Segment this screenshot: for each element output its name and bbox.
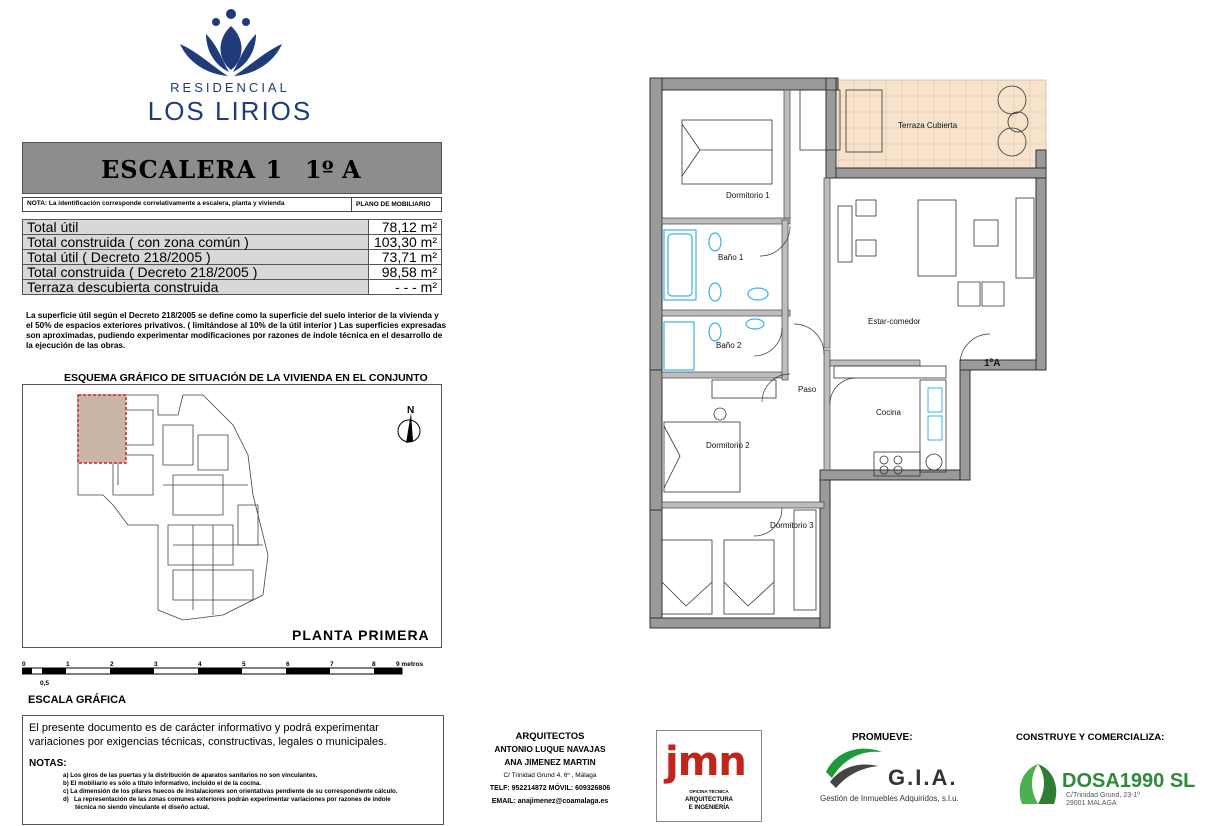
area-label: Total construida ( con zona común ) [23, 235, 369, 250]
area-label: Total construida ( Decreto 218/2005 ) [23, 265, 369, 280]
area-value: - - - m² [369, 280, 442, 295]
scale-label: ESCALA GRÁFICA [28, 694, 126, 706]
dosa-address [1066, 792, 1140, 808]
room-label-paso: Paso [798, 385, 817, 394]
area-value: 78,12 m² [369, 220, 442, 235]
architect-phone: TELF: 952214872 MÓVIL: 609326806 [489, 785, 611, 792]
area-value: 73,71 m² [369, 250, 442, 265]
scale-tick: 0 [22, 661, 26, 668]
architects-title: ARQUITECTOS [515, 731, 585, 742]
schematic-title: ESQUEMA GRÁFICO DE SITUACIÓN DE LA VIVIENDA EN EL CONJUNTO [64, 372, 428, 384]
notes-title: NOTAS: [29, 758, 67, 769]
table-row [23, 250, 442, 265]
graphic-scale [22, 660, 442, 690]
room-label-estar-comedor: Estar-comedor [868, 317, 921, 326]
architect-name: ANA JIMENEZ MARTIN [504, 757, 596, 767]
room-label-terraza: Terraza Cubierta [898, 121, 958, 130]
banner-title: ESCALERA 1 [101, 155, 284, 184]
area-table [22, 219, 442, 295]
architects-block [465, 730, 635, 808]
plan-type-label: PLANO DE MOBILIARIO [351, 198, 430, 211]
table-row [23, 235, 442, 250]
notes-list [63, 772, 433, 812]
jmn-office: OFICINA TÉCNICA [689, 789, 729, 794]
room-label-dormitorio-1: Dormitorio 1 [726, 191, 770, 200]
jmn-line: E INGENIERÍA [688, 805, 730, 811]
dosa-address-line: C/Trinidad Grund, 23-1º [1066, 792, 1140, 799]
dosa-address-line: 29001 MALAGA [1066, 800, 1117, 807]
gia-name: G.I.A. [888, 765, 958, 790]
list-item: técnica no siendo vinculante el diseño actual. [63, 804, 210, 811]
architect-address: C/ Trinidad Grund 4, 6º , Málaga [503, 772, 597, 779]
scale-tick: 0,5 [40, 680, 50, 687]
logo-subtitle: RESIDENCIAL [170, 80, 290, 95]
room-label-dormitorio-3: Dormitorio 3 [770, 521, 814, 530]
list-item: d) La representación de las zonas comunes exteriores podrán experimentar variaciones por razones de índole [63, 796, 391, 803]
promueve-title: PROMUEVE: [852, 732, 913, 743]
disclaimer-box [22, 715, 444, 825]
scale-tick: 8 [372, 661, 376, 668]
table-row [23, 220, 442, 235]
area-label: Terraza descubierta construida [23, 280, 369, 295]
site-schematic [22, 384, 442, 648]
apartment-highlight [78, 395, 126, 463]
logo-title: LOS LIRIOS [147, 96, 313, 126]
north-arrow-icon [398, 413, 420, 443]
area-label: Total útil [23, 220, 369, 235]
area-value: 98,58 m² [369, 265, 442, 280]
scale-tick: 1 [66, 661, 70, 668]
floor-plan [620, 70, 1060, 640]
jmn-logo: jmn [665, 739, 746, 785]
note-text: NOTA: La identificación corresponde correlativamente a escalera, planta y vivienda [27, 200, 285, 207]
dosa-logo-icon [1016, 760, 1060, 808]
list-item: b) El mobiliario es sólo a título informativo, incluido el de la cocina. [63, 780, 262, 787]
note-row [22, 197, 442, 212]
lotus-logo-icon [176, 8, 286, 80]
scale-tick: 4 [198, 661, 202, 668]
scale-tick: 2 [110, 661, 114, 668]
area-value: 103,30 m² [369, 235, 442, 250]
area-explanation: La superficie útil según el Decreto 218/2005 se define como la superficie del suelo interior de la vivienda y el 50% de espacios exteriores privativos. ( limitándose al 10% de la útil interior ) Las superficies expresadas son aproximadas, pudiendo experimentar modificaciones por razones de índole técnica en el desarrollo de la ejecución de las obras. [26, 311, 447, 350]
scale-tick: 5 [242, 661, 246, 668]
north-label: N [407, 405, 415, 416]
unit-label: 1ºA [984, 358, 1001, 369]
scale-tick: 9 metros [396, 661, 424, 668]
jmn-line: ARQUITECTURA [685, 797, 733, 803]
room-label-cocina: Cocina [876, 408, 901, 417]
banner-unit: 1º A [305, 155, 361, 184]
site-plan-drawing [23, 385, 441, 647]
jmn-logo-box [656, 730, 762, 822]
escalera-banner [22, 142, 442, 194]
list-item: a) Los giros de las puertas y la distribución de aparatos sanitarios no son vinculantes. [63, 772, 318, 779]
room-label-dormitorio-2: Dormitorio 2 [706, 441, 750, 450]
gia-subtitle: Gestión de Inmuebles Adquiridos, s.l.u. [820, 794, 959, 803]
scale-tick: 7 [330, 661, 334, 668]
construye-title: CONSTRUYE Y COMERCIALIZA: [1016, 732, 1165, 743]
dosa-name: DOSA1990 SL [1062, 770, 1196, 792]
floor-label: PLANTA PRIMERA [292, 627, 430, 643]
scale-tick: 3 [154, 661, 158, 668]
gia-logo-icon [822, 742, 886, 792]
table-row [23, 265, 442, 280]
scale-tick: 6 [286, 661, 290, 668]
disclaimer-text: El presente documento es de carácter informativo y podrá experimentar variaciones por exigencias técnicas, constructivas, legales o municipales. [29, 722, 387, 748]
architect-email: EMAIL: anajimenez@coamalaga.es [491, 798, 609, 805]
architect-name: ANTONIO LUQUE NAVAJAS [494, 744, 606, 754]
list-item: c) La dimensión de los pilares huecos de instalaciones son orientativas pendiente de su correspondiente cálculo. [63, 788, 398, 795]
table-row [23, 280, 442, 295]
area-label: Total útil ( Decreto 218/2005 ) [23, 250, 369, 265]
room-label-bano-2: Baño 2 [716, 341, 742, 350]
room-label-bano-1: Baño 1 [718, 253, 744, 262]
